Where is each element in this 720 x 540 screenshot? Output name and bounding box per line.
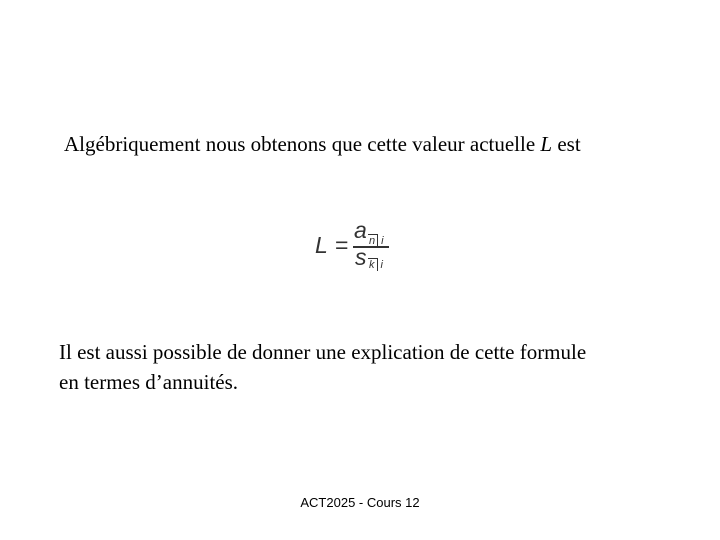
slide-footer: ACT2025 - Cours 12 <box>300 495 420 510</box>
formula-denominator-subscript <box>368 258 383 271</box>
formula-lhs: L <box>315 232 328 258</box>
explanation-paragraph <box>59 337 586 397</box>
numerator-rate: i <box>381 235 384 247</box>
intro-end: est <box>552 132 581 156</box>
formula-equals: = <box>335 232 349 258</box>
formula-denominator: s <box>355 244 367 270</box>
intro-text: Algébriquement nous obtenons que cette valeur actuelle <box>64 132 541 156</box>
denominator-rate: i <box>380 259 383 271</box>
numerator-term: n <box>368 234 378 247</box>
formula-numerator: a <box>354 217 367 243</box>
paragraph-line-1: Il est aussi possible de donner une explication de cette formule <box>59 340 587 364</box>
intro-sentence <box>64 132 581 157</box>
denominator-term: k <box>368 258 378 271</box>
intro-variable: L <box>540 132 553 156</box>
paragraph-line-2: en termes d’annuités. <box>59 370 239 394</box>
formula-block <box>312 218 402 278</box>
